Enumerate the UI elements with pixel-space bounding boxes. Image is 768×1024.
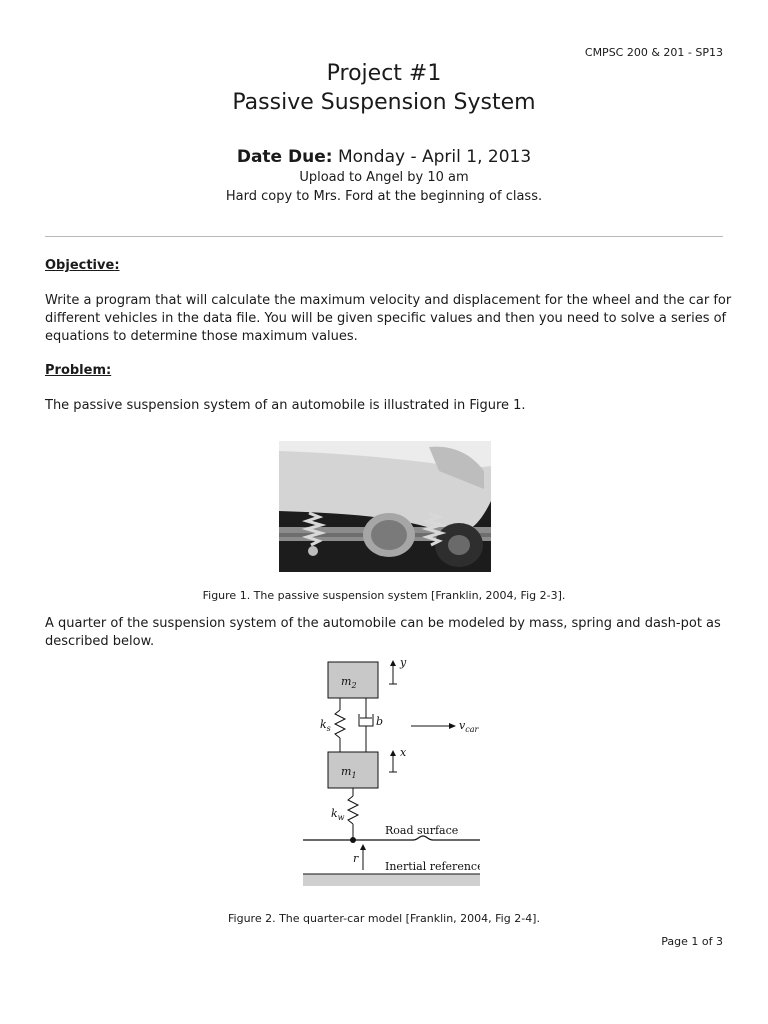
road-r-label: r	[353, 852, 359, 865]
objective-heading: Objective:	[45, 258, 120, 273]
inertial-reference-label: Inertial reference	[385, 860, 480, 873]
displacement-x-label: x	[400, 746, 407, 759]
problem-text: The passive suspension system of an automobile is illustrated in Figure 1.	[45, 398, 526, 413]
figure2-caption: Figure 2. The quarter-car model [Franklin, 2004, Fig 2-4].	[228, 912, 540, 925]
svg-text:m1: $m_1$	[341, 765, 357, 780]
spring-kw-label: k	[331, 807, 338, 820]
suspension-photo	[279, 441, 491, 572]
objective-text: Write a program that will calculate the maximum velocity and displacement for the wheel and the car for different vehicles in the data file. You will be given specific values and then you need to solve a series of equations to determine those maximum values.	[45, 293, 732, 344]
due-date	[0, 147, 768, 167]
course-code: CMPSC 200 & 201 - SP13	[584, 46, 723, 59]
damper-b-label: b	[376, 715, 384, 728]
svg-text:ks: $k_s$	[320, 718, 331, 733]
model-description: A quarter of the suspension system of the automobile can be modeled by mass, spring and dash-pot as described below.	[45, 616, 721, 649]
project-subtitle: Passive Suspension System	[232, 90, 536, 115]
displacement-y-label: y	[400, 656, 407, 669]
project-title: Project #1	[326, 61, 442, 86]
mass-bottom-label: m	[341, 765, 352, 778]
due-date-label: Date Due:	[236, 147, 333, 167]
svg-text:kw: $k_w$	[331, 807, 345, 822]
velocity-label: v	[459, 719, 466, 732]
problem-heading: Problem:	[45, 363, 112, 378]
svg-text:vcar: $v_{car}$	[459, 719, 479, 734]
due-date-value: Monday - April 1, 2013	[337, 147, 532, 167]
figure1-caption: Figure 1. The passive suspension system [Franklin, 2004, Fig 2-3].	[202, 589, 566, 602]
road-surface-label: Road surface	[385, 824, 459, 837]
page-number: Page 1 of 3	[661, 935, 723, 948]
svg-text:m2: $m_2$	[341, 675, 357, 690]
hardcopy-instruction: Hard copy to Mrs. Ford at the beginning of class.	[225, 189, 543, 204]
upload-instruction: Upload to Angel by 10 am	[299, 170, 469, 185]
mass-top-label: m	[341, 675, 352, 688]
horizontal-divider	[45, 236, 723, 237]
spring-ks-label: k	[320, 718, 327, 731]
quarter-car-diagram	[303, 654, 480, 888]
